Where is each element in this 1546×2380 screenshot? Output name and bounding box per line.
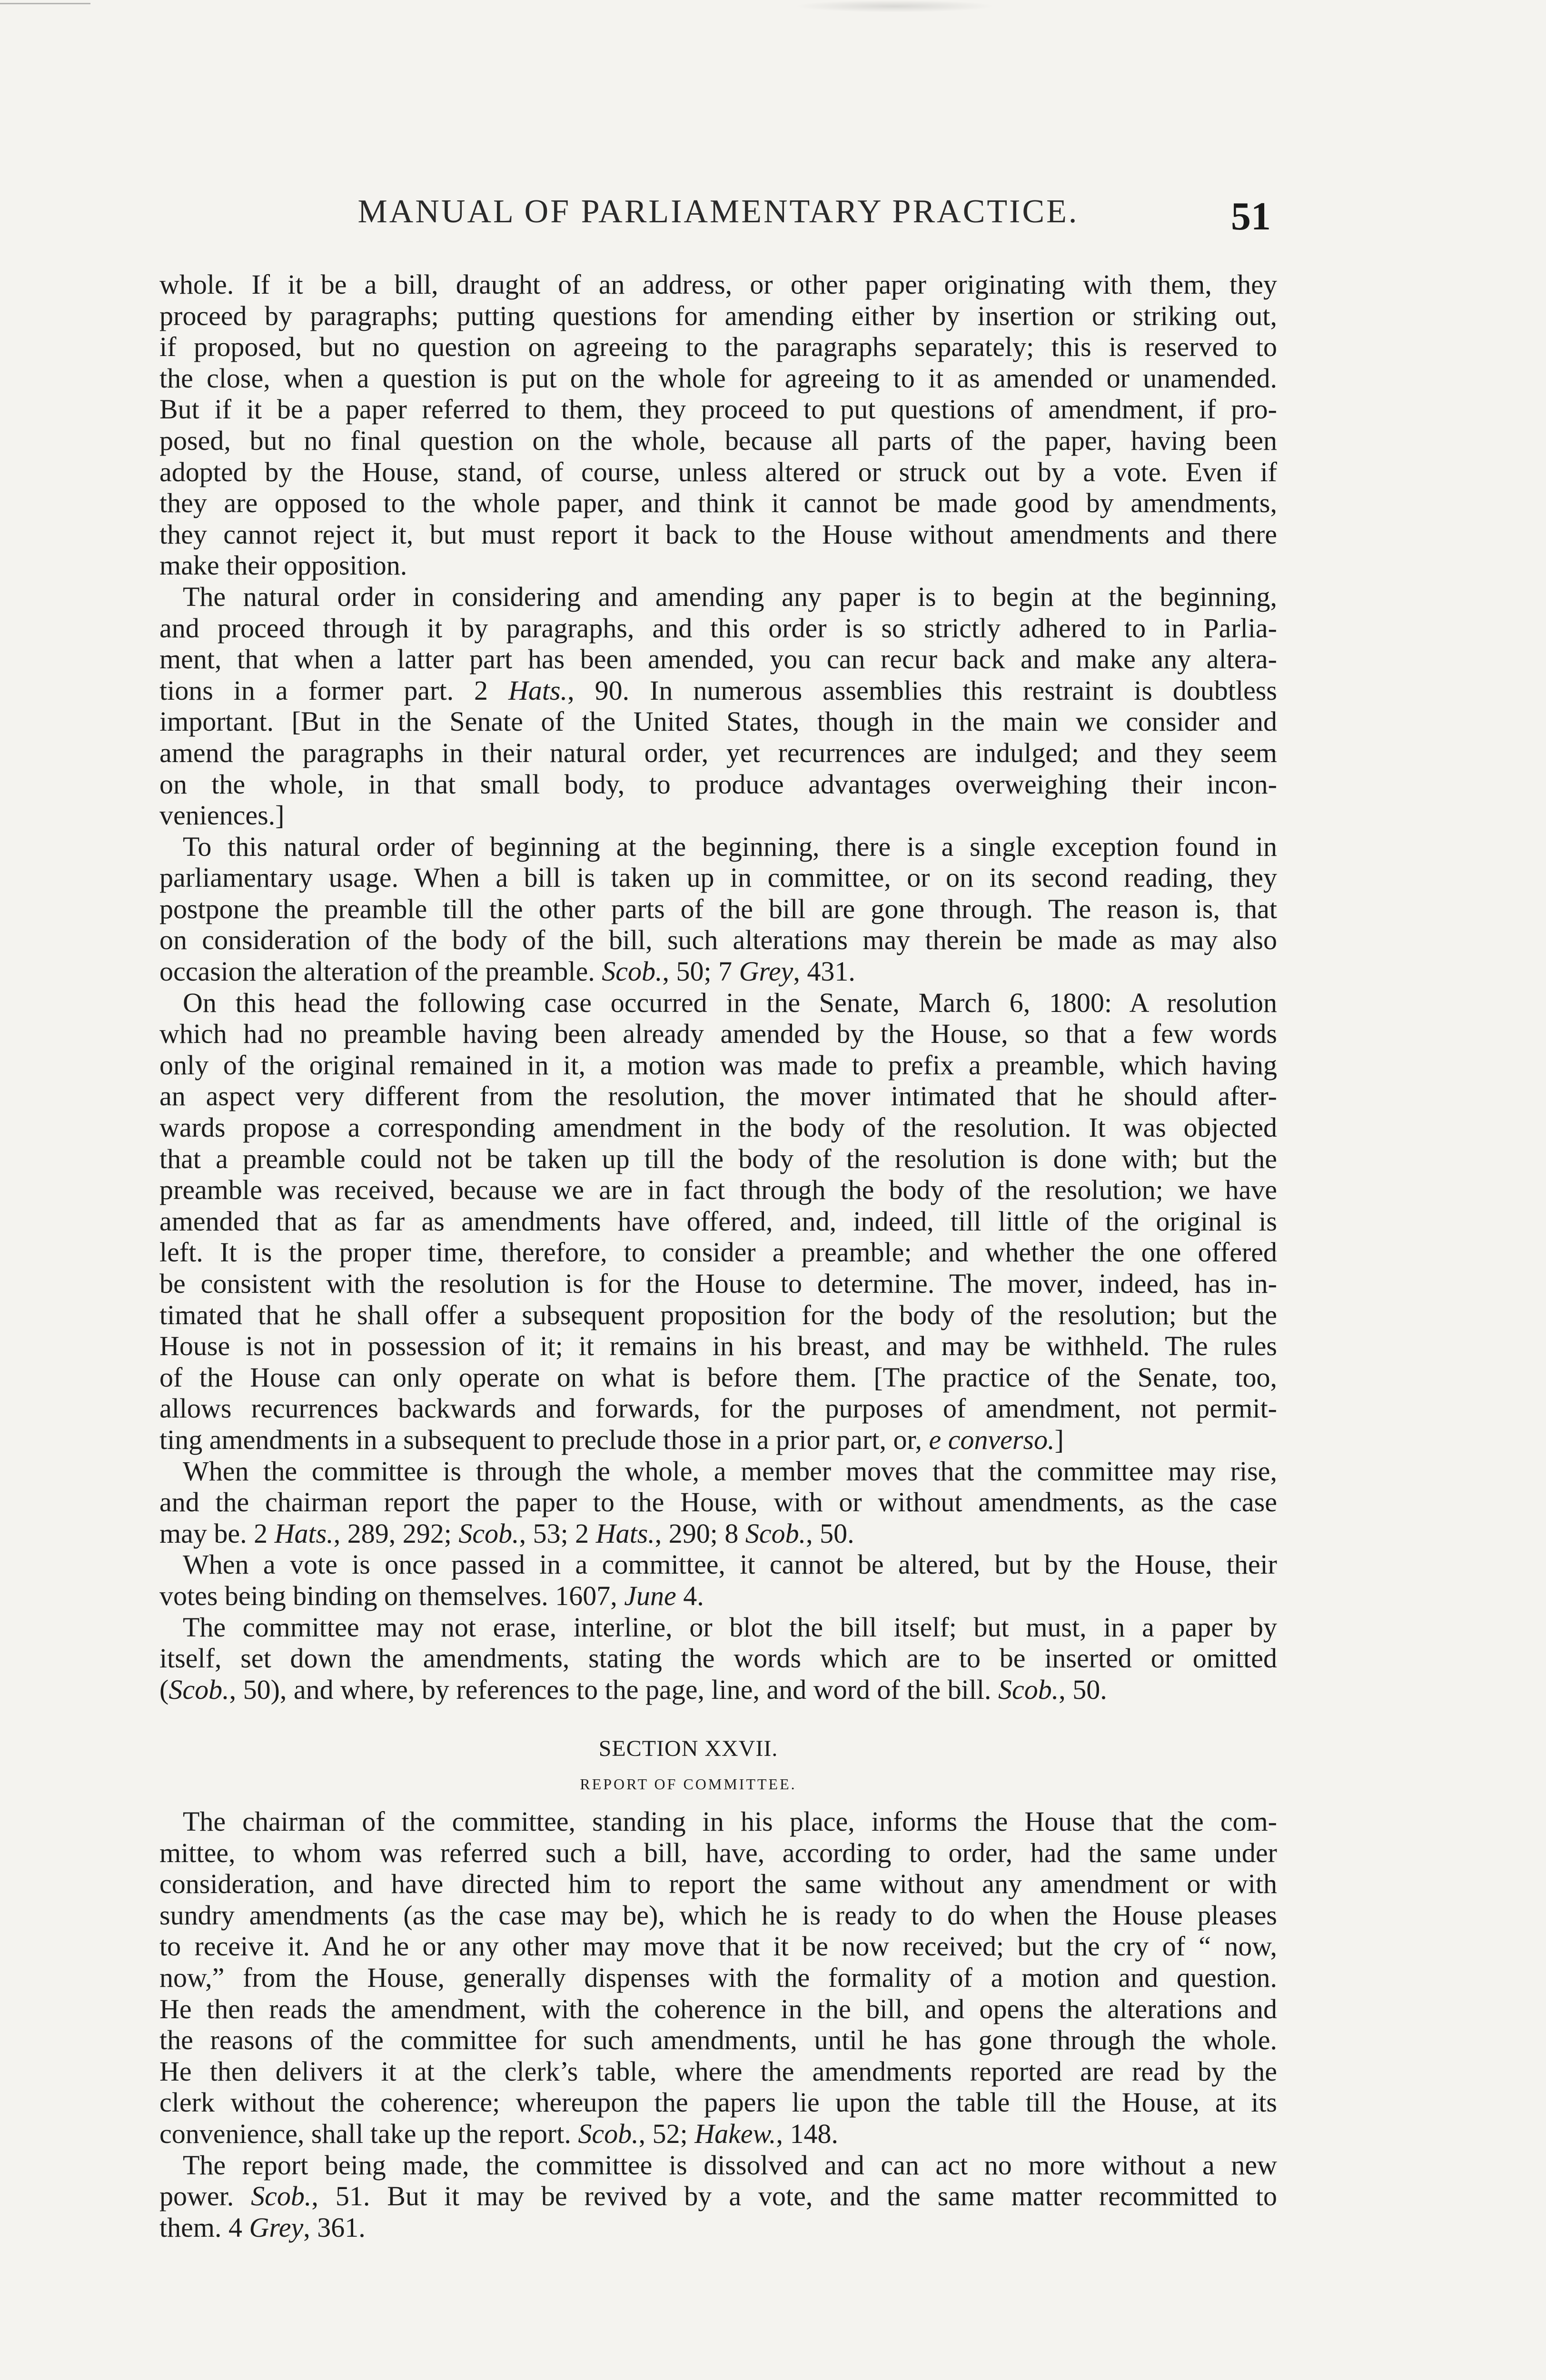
text-run: The chairman of the committee, standing in his place, informs the House that the com- [183, 1806, 1277, 1837]
italic-text-run: Scob. [458, 1517, 519, 1549]
text-line [159, 1643, 1277, 1674]
text-run: an aspect very different from the resolution, the mover intimated that he should after- [159, 1081, 1277, 1112]
text-line [159, 1268, 1277, 1299]
text-run: which had no preamble having been already amended by the House, so that a few words [159, 1018, 1277, 1050]
text-run: allows recurrences backwards and forwards, for the purposes of amendment, not permit- [159, 1393, 1277, 1424]
text-run: important. [But in the Senate of the United States, though in the main we consider and [159, 706, 1277, 737]
text-run: , 90. In numerous assemblies this restraint is doubtless [567, 674, 1277, 706]
text-run: left. It is the proper time, therefore, to consider a preamble; and whether the one offered [159, 1237, 1277, 1268]
text-line [159, 300, 1277, 332]
paragraph [159, 1456, 1277, 1549]
text-line [159, 394, 1277, 425]
page-number: 51 [1231, 194, 1271, 238]
paragraph [159, 2150, 1277, 2243]
text-run: To this natural order of beginning at the beginning, there is a single exception found in [183, 831, 1277, 862]
scan-artifact-smudge [795, 0, 995, 12]
text-line [159, 706, 1277, 737]
text-line [159, 1081, 1277, 1112]
section-subheading: REPORT OF COMMITTEE. [580, 1775, 797, 1793]
text-run: whole. If it be a bill, draught of an address, or other paper originating with them, they [159, 269, 1277, 300]
text-line [159, 613, 1277, 644]
text-run: that a preamble could not be taken up till the body of the resolution is done with; but the [159, 1143, 1277, 1174]
text-line [159, 1931, 1277, 1962]
text-line [159, 1900, 1277, 1931]
text-line [159, 831, 1277, 863]
text-run: But if it be a paper referred to them, they proceed to put questions of amendment, if pro- [159, 394, 1277, 425]
text-line [159, 331, 1277, 363]
text-line [159, 1580, 1277, 1612]
paragraph [159, 1806, 1277, 2150]
text-run: , 52; [638, 2118, 695, 2149]
text-line [159, 1612, 1277, 1643]
text-line [159, 1549, 1277, 1580]
text-run: may be. 2 [159, 1517, 275, 1549]
text-run: postpone the preamble till the other parts of the bill are gone through. The reason is, that [159, 893, 1277, 924]
section-heading: SECTION XXVII. [598, 1736, 778, 1761]
paragraph [159, 581, 1277, 831]
text-line [159, 550, 1277, 581]
text-run: make their opposition. [159, 550, 407, 581]
text-run: , 148. [776, 2118, 838, 2149]
text-run: , 50), and where, by references to the page, line, and word of the bill. [229, 1674, 998, 1705]
text-line [159, 1424, 1277, 1456]
text-run: proceed by paragraphs; putting questions for amending either by insertion or striking out, [159, 300, 1277, 331]
italic-text-run: June [624, 1580, 676, 1611]
text-line [159, 1237, 1277, 1268]
running-head-title: MANUAL OF PARLIAMENTARY PRACTICE. [357, 193, 1079, 230]
text-line [159, 1299, 1277, 1331]
italic-text-run: Scob. [251, 2181, 312, 2212]
text-run: , 431. [793, 956, 855, 987]
text-run: of the House can only operate on what is before them. [The practice of the Senate, too, [159, 1361, 1277, 1393]
scan-artifact-line [0, 3, 90, 4]
text-line [159, 1018, 1277, 1050]
text-run: on the whole, in that small body, to produce advantages overweighing their incon- [159, 768, 1277, 800]
italic-text-run: Scob. [168, 1674, 229, 1705]
text-line [159, 2181, 1277, 2212]
text-run: 4. [676, 1580, 704, 1611]
text-line [159, 581, 1277, 613]
text-run: be consistent with the resolution is for the House to determine. The mover, indeed, has in- [159, 1268, 1277, 1299]
text-run: timated that he shall offer a subsequent proposition for the body of the resolution; but the [159, 1299, 1277, 1330]
text-line [159, 956, 1277, 987]
text-run: tions in a former part. 2 [159, 674, 509, 706]
text-run: wards propose a corresponding amendment in the body of the resolution. It was objected [159, 1112, 1277, 1143]
text-run: now,” from the House, generally dispenses with the formality of a motion and question. [159, 1962, 1277, 1993]
text-run: When the committee is through the whole, a member moves that the committee may rise, [183, 1455, 1277, 1487]
text-run: adopted by the House, stand, of course, unless altered or struck out by a vote. Even if [159, 456, 1277, 487]
text-run: and proceed through it by paragraphs, and this order is so strictly adhered to in Parlia- [159, 612, 1277, 644]
text-run: if proposed, but no question on agreeing to the paragraphs separately; this is reserved to [159, 331, 1277, 363]
text-run: , 289, 292; [333, 1517, 459, 1549]
text-run: , 51. But it may be revived by a vote, and the same matter recommitted to [311, 2181, 1277, 2212]
text-run: amended that as far as amendments have offered, and, indeed, till little of the original is [159, 1205, 1277, 1237]
text-run: , 50. [806, 1517, 854, 1549]
text-run: , 50; 7 [662, 956, 739, 987]
text-run: them. 4 [159, 2211, 249, 2243]
text-line [159, 1518, 1277, 1549]
text-line [159, 425, 1277, 456]
italic-text-run: Hats. [508, 674, 568, 706]
text-run: veniences.] [159, 800, 285, 831]
text-line [159, 269, 1277, 300]
text-run: The committee may not erase, interline, or blot the bill itself; but must, in a paper by [183, 1611, 1277, 1643]
text-run: , 53; 2 [519, 1517, 596, 1549]
text-run: The natural order in considering and amending any paper is to begin at the beginning, [183, 581, 1277, 612]
text-line [159, 1050, 1277, 1081]
text-line [159, 487, 1277, 519]
text-line [159, 1962, 1277, 1993]
italic-text-run: Hats. [274, 1517, 334, 1549]
paragraph [159, 1612, 1277, 1706]
text-run: ment, that when a latter part has been amended, you can recur back and make any altera- [159, 644, 1277, 675]
text-line [159, 769, 1277, 800]
text-run: He then reads the amendment, with the coherence in the bill, and opens the alterations and [159, 1993, 1277, 2024]
text-run: sundry amendments (as the case may be), which he is ready to do when the House pleases [159, 1899, 1277, 1931]
text-run: He then delivers it at the clerk’s table, where the amendments reported are read by the [159, 2055, 1277, 2087]
text-line [159, 644, 1277, 675]
text-run: only of the original remained in it, a motion was made to prefix a preamble, which having [159, 1049, 1277, 1081]
text-run: power. [159, 2181, 251, 2212]
text-run: House is not in possession of it; it remains in his breast, and may be withheld. The rules [159, 1330, 1277, 1362]
italic-text-run: Scob. [602, 956, 663, 987]
text-line [159, 1456, 1277, 1487]
text-run: , 361. [303, 2211, 366, 2243]
italic-text-run: Hakew. [694, 2118, 776, 2149]
text-line [159, 2087, 1277, 2118]
text-line [159, 893, 1277, 925]
italic-text-run: Hats. [595, 1517, 655, 1549]
text-run: preamble was received, because we are in fact through the body of the resolution; we have [159, 1174, 1277, 1206]
text-run: clerk without the coherence; whereupon the papers lie upon the table till the House, at its [159, 2087, 1277, 2118]
text-run: ting amendments in a subsequent to preclude those in a prior part, or, [159, 1424, 929, 1455]
text-line [159, 2118, 1277, 2150]
text-line [159, 862, 1277, 893]
paragraph [159, 269, 1277, 581]
text-line [159, 2150, 1277, 2181]
text-line [159, 924, 1277, 956]
text-run: they cannot reject it, but must report it back to the House without amendments and there [159, 518, 1277, 550]
text-line [159, 1143, 1277, 1175]
text-run: , 50. [1059, 1674, 1107, 1705]
text-line [159, 800, 1277, 831]
text-line [159, 456, 1277, 488]
text-run: convenience, shall take up the report. [159, 2118, 578, 2149]
text-run: , 290; 8 [654, 1517, 745, 1549]
text-run: The report being made, the committee is dissolved and can act no more without a new [183, 2149, 1277, 2181]
italic-text-run: Grey [249, 2211, 304, 2243]
text-run: to receive it. And he or any other may move that it be now received; but the cry of “ now, [159, 1931, 1277, 1962]
text-line [159, 2056, 1277, 2087]
text-line [159, 1487, 1277, 1518]
text-run: the reasons of the committee for such amendments, until he has gone through the whole. [159, 2024, 1277, 2056]
text-run: posed, but no final question on the whole, because all parts of the paper, having been [159, 425, 1277, 456]
text-line [159, 1112, 1277, 1143]
text-line [159, 1206, 1277, 1237]
body-text [159, 269, 1277, 1705]
text-run: On this head the following case occurred in the Senate, March 6, 1800: A resolution [183, 987, 1277, 1018]
text-line [159, 1993, 1277, 2025]
text-run: votes being binding on themselves. 1607, [159, 1580, 624, 1611]
text-run: parliamentary usage. When a bill is taken up in committee, or on its second reading, they [159, 862, 1277, 893]
text-run: occasion the alteration of the preamble. [159, 956, 602, 987]
section-body-text [159, 1806, 1277, 2243]
text-run: consideration, and have directed him to report the same without any amendment or with [159, 1868, 1277, 1900]
text-line [159, 1174, 1277, 1206]
text-line [159, 1806, 1277, 1837]
text-line [159, 2212, 1277, 2243]
text-run: ( [159, 1674, 169, 1705]
text-run: they are opposed to the whole paper, and think it cannot be made good by amendments, [159, 487, 1277, 519]
text-run: itself, set down the amendments, stating the words which are to be inserted or omitted [159, 1643, 1277, 1674]
text-run: mittee, to whom was referred such a bill, have, according to order, had the same under [159, 1837, 1277, 1868]
text-line [159, 1362, 1277, 1393]
text-line [159, 737, 1277, 769]
text-run: When a vote is once passed in a committee, it cannot be altered, but by the House, their [183, 1549, 1277, 1580]
text-line [159, 519, 1277, 550]
paragraph [159, 1549, 1277, 1611]
italic-text-run: Scob. [578, 2118, 639, 2149]
italic-text-run: e converso. [929, 1424, 1055, 1455]
paragraph [159, 987, 1277, 1456]
text-line [159, 1674, 1277, 1706]
text-line [159, 1330, 1277, 1362]
italic-text-run: Scob. [998, 1674, 1059, 1705]
text-run: and the chairman report the paper to the House, with or without amendments, as the case [159, 1487, 1277, 1518]
text-line [159, 1393, 1277, 1424]
text-line [159, 1837, 1277, 1869]
italic-text-run: Grey [739, 956, 793, 987]
text-line [159, 363, 1277, 394]
paragraph [159, 831, 1277, 987]
text-line [159, 675, 1277, 706]
text-line [159, 1868, 1277, 1900]
text-line [159, 987, 1277, 1019]
text-run: the close, when a question is put on the whole for agreeing to it as amended or unamended. [159, 362, 1277, 394]
text-run: ] [1054, 1424, 1064, 1455]
text-line [159, 2024, 1277, 2056]
text-run: on consideration of the body of the bill, such alterations may therein be made as may also [159, 924, 1277, 956]
italic-text-run: Scob. [745, 1517, 806, 1549]
text-run: amend the paragraphs in their natural order, yet recurrences are indulged; and they seem [159, 737, 1277, 768]
